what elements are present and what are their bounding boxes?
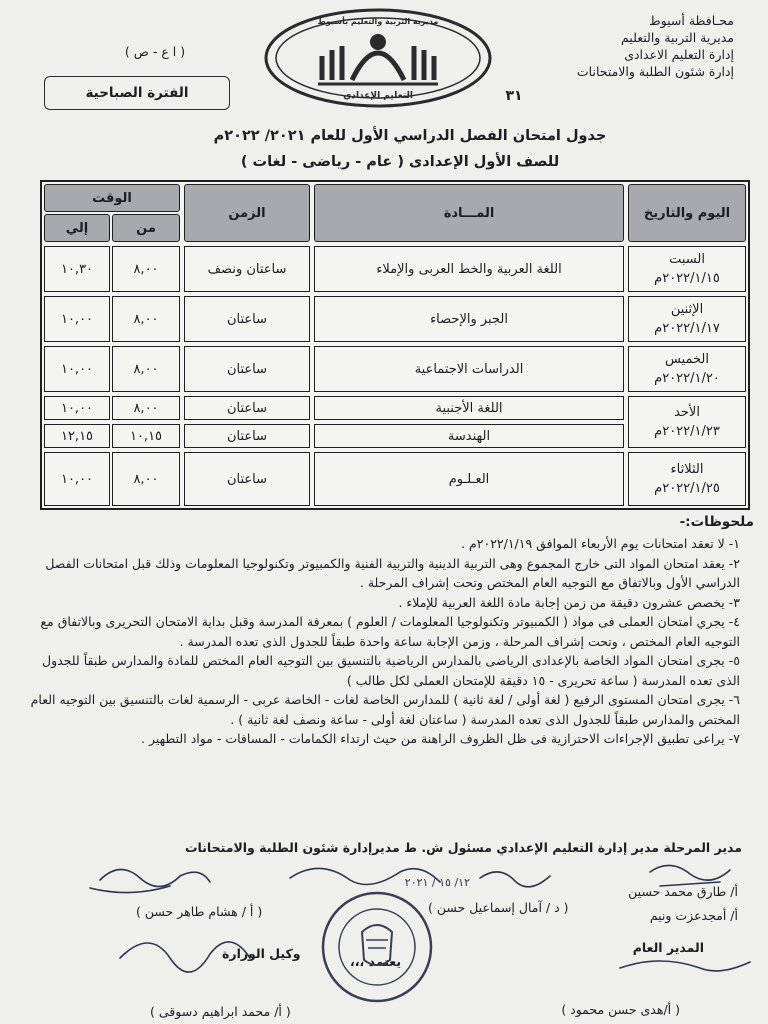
day-name: السبت [669, 252, 705, 267]
signature-amal: ( د / آمال إسماعيل حسن ) [428, 900, 569, 915]
row-day-thursday [628, 346, 746, 392]
from-cell: ٨,٠٠ [112, 296, 180, 342]
to-cell: ١٠,٠٠ [44, 346, 110, 392]
note-item: ٦- يجرى امتحان المستوى الرفيع ( لغة أولى / لغة ثانية ) للمدارس الخاصة لغات - الخاصة عربى - الرسمية لغات بالتنسيق بين التوجيه العام المختص والمدارس طبقاً للجدول الذى تعده المدرسة ( ساعتان لغة أولى - ساعة ونصف لغة ثانية ) . [30, 692, 740, 727]
duration-cell: ساعتان ونصف [184, 246, 310, 292]
logo-text-bottom: التعليم الإعدادي [343, 91, 413, 101]
from-cell: ٨,٠٠ [112, 346, 180, 392]
directorate-logo [262, 6, 494, 110]
to-cell: ١٠,٠٠ [44, 452, 110, 506]
day-date: ٢٠٢٢/١/١٥م [654, 271, 720, 286]
subject-cell: اللغة الأجنبية [314, 396, 624, 420]
header-time: الوقت [44, 184, 180, 212]
subject-cell: العـلـوم [314, 452, 624, 506]
header-duration: الزمن [184, 184, 310, 242]
duration-cell: ساعتان [184, 424, 310, 448]
note-item: ١- لا تعقد امتحانات يوم الأربعاء الموافق ٢٠٢٢/١/١٩م . [461, 536, 740, 551]
row-day-sunday [628, 396, 746, 448]
signature-tarek: أ/ طارق محمد حسين [628, 884, 738, 899]
note-item: ٢- يعقد امتحان المواد التى خارج المجموع وهى التربية الدينية والتربية الفنية والكمبيوتر وتكنولوجيا المعلومات وذلك قبل امتحانات الفصل الدراسي الأول وبالاتفاق مع التوجيه العام المختص وتحت إشراف المرحلة . [45, 555, 740, 590]
note-item: ٧- يراعى تطبيق الإجراءات الاحترازية فى ظل الظروف الراهنة من حيث ارتداء الكمامات - المسافات - مواد التطهير . [141, 731, 740, 746]
day-date: ٢٠٢٢/١/٢٥م [654, 481, 720, 496]
shift-label: الفترة الصباحية [44, 76, 230, 110]
form-code: ( ا ع - ص ) [124, 44, 186, 59]
subject-cell: الدراسات الاجتماعية [314, 346, 624, 392]
day-date: ٢٠٢٢/١/٢٣م [654, 424, 720, 439]
header-day-date: اليوم والتاريخ [628, 184, 746, 242]
header-line-affairs: إدارة شئون الطلبة والامتحانات [576, 64, 734, 79]
header-line-governorate: محـافظة أسيوط [649, 13, 734, 28]
day-name: الثلاثاء [670, 462, 704, 477]
page-subtitle: للصف الأول الإعدادى ( عام - رياضى - لغات ) [240, 154, 560, 170]
page-number: ٣١ [505, 88, 523, 104]
day-name: الأحد [674, 405, 700, 420]
subject-cell: الجبر والإحصاء [314, 296, 624, 342]
header-line-administration: إدارة التعليم الاعدادى [624, 47, 734, 62]
to-cell: ١٠,٠٠ [44, 396, 110, 420]
subject-cell: الهندسة [314, 424, 624, 448]
day-date: ٢٠٢٢/١/٢٠م [654, 371, 720, 386]
notes-heading: ملحوظات:- [679, 514, 754, 530]
exam-schedule-table [40, 180, 750, 510]
signature-deputy-name: ( أ/ محمد ابراهيم دسوقى ) [150, 1004, 291, 1019]
row-day-tuesday [628, 452, 746, 506]
to-cell: ١٢,١٥ [44, 424, 110, 448]
notes-list [24, 534, 740, 749]
day-name: الإثنين [670, 302, 704, 317]
signature-deputy-title: وكيل الوزارة [222, 946, 301, 961]
approval-label: يعتمد ،،، [350, 954, 402, 969]
signature-hesham: ( أ / هشام طاهر حسن ) [136, 904, 263, 919]
signature-amgad: أ/ أمجدعزت ونيم [649, 908, 738, 923]
to-cell: ١٠,٠٠ [44, 296, 110, 342]
from-cell: ٨,٠٠ [112, 246, 180, 292]
row-day-monday [628, 296, 746, 342]
row-day-saturday [628, 246, 746, 292]
duration-cell: ساعتان [184, 296, 310, 342]
note-item: ٤- يجري امتحان العملى فى مواد ( الكمبيوتر وتكنولوجيا المعلومات / العلوم ) بمعرفة المدرسة وقبل بداية الامتحان التحريرى وبالاتفاق مع التوجيه العام المختص ، وتحت إشراف المرحلة ، وزمن الإجابة ساعة واحدة طبقاً للجدول الذى تعده المدرسة . [40, 614, 740, 649]
page-title: جدول امتحان الفصل الدراسي الأول للعام ٢٠٢١/ ٢٠٢٢م [213, 128, 607, 144]
logo-text-top: مديرية التربية والتعليم بأسيوط [317, 17, 439, 26]
subject-cell: اللغة العربية والخط العربى والإملاء [314, 246, 624, 292]
header-from: من [112, 214, 180, 242]
note-item: ٣- يخصص عشرون دقيقة من زمن إجابة مادة اللغة العربية للإملاء . [398, 594, 740, 610]
ministry-header [494, 12, 734, 80]
signature-gm-name: ( أ/هدى حسن محمود ) [561, 1002, 680, 1017]
duration-cell: ساعتان [184, 452, 310, 506]
header-line-directorate: مديرية التربية والتعليم [620, 30, 734, 45]
official-seal-icon [316, 888, 438, 1006]
note-item: ٥- يجرى امتحان المواد الخاصة بالإعدادى الرياضى بالمدارس الرياضية بالتنسيق بين التوجيه العام المختص للمادة والمدارس طبقاً للجدول الذى تعده المدرسة ( ساعة تحريرى - ١٥ دقيقة للإمتحان العملى لكل طالب ) [42, 653, 740, 688]
header-to: إلي [44, 214, 110, 242]
day-date: ٢٠٢٢/١/١٧م [654, 321, 720, 336]
signature-titles-row: مدير المرحلة مدير إدارة التعليم الإعدادي مسئول ش. ط مديرإدارة شئون الطلبة والامتحانات [184, 840, 742, 855]
signature-gm-title: المدير العام [632, 940, 704, 955]
duration-cell: ساعتان [184, 346, 310, 392]
from-cell: ٨,٠٠ [112, 396, 180, 420]
from-cell: ١٠,١٥ [112, 424, 180, 448]
handwritten-date: ١٢/ ١٥ / ٢٠٢١ [404, 876, 470, 889]
duration-cell: ساعتان [184, 396, 310, 420]
from-cell: ٨,٠٠ [112, 452, 180, 506]
to-cell: ١٠,٣٠ [44, 246, 110, 292]
header-subject: المـــادة [314, 184, 624, 242]
day-name: الخميس [665, 352, 709, 367]
